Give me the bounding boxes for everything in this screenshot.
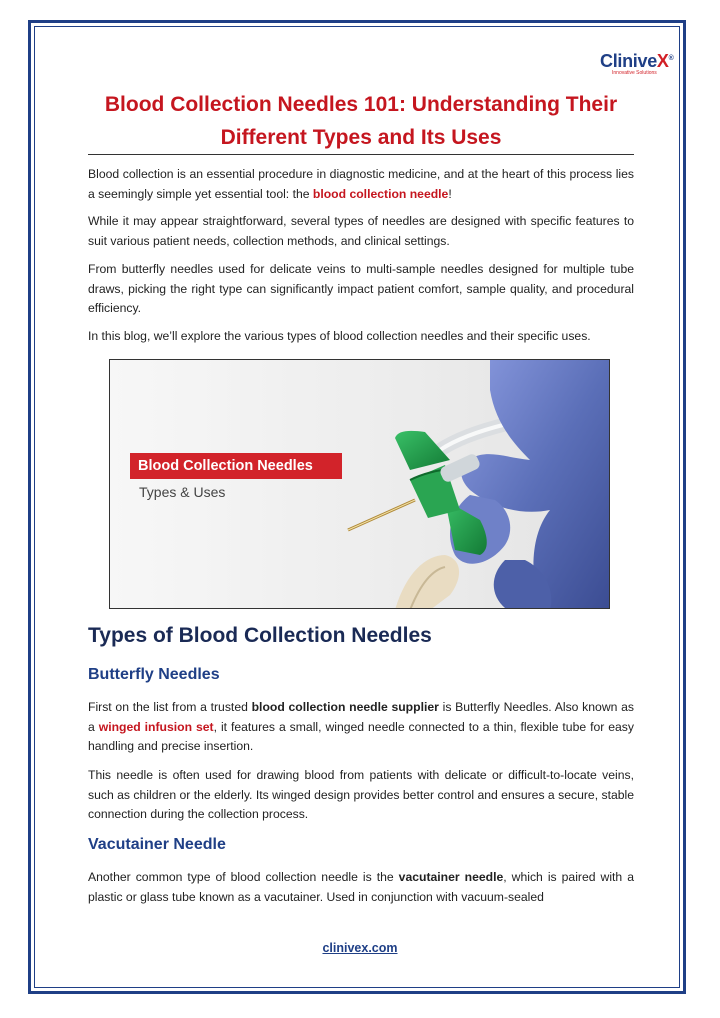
title-divider — [88, 154, 634, 155]
hero-badge: Blood Collection Needles — [130, 453, 342, 479]
hero-image — [109, 359, 610, 609]
butterfly-paragraph-2: This needle is often used for drawing blood from patients with delicate or difficult-to-locate veins, such as children or the elderly. Its winged design provides better control and ensures a secure, stable connection during the collection process. — [88, 768, 634, 821]
hero-subtitle: Types & Uses — [139, 484, 226, 500]
intro-paragraph-4: In this blog, we’ll explore the various types of blood collection needles and their specific uses. — [88, 329, 591, 343]
butterfly-paragraph-1: First on the list from a trusted blood collection needle supplier is Butterfly Needles. Also known as a winged infusion set, it features a small, winged needle connected to a thin, flexible tube for easy handling and precise insertion. — [88, 700, 634, 753]
vacutainer-paragraph-1: Another common type of blood collection needle is the vacutainer needle, which is paired with a plastic or glass tube known as a vacutainer. Used in conjunction with vacuum-sealed — [88, 870, 634, 904]
logo-wordmark: CliniveX® — [600, 51, 674, 71]
intro-paragraph-2: While it may appear straightforward, several types of needles are designed with specific features to suit various patient needs, collection methods, and clinical settings. — [88, 214, 634, 248]
winged-infusion-set-link[interactable]: winged infusion set — [98, 719, 214, 734]
section-heading-types: Types of Blood Collection Needles — [88, 624, 432, 647]
intro-paragraph-3: From butterfly needles used for delicate veins to multi-sample needles designed for multiple tube draws, picking the right type can significantly impact patient comfort, sample quality, and procedural efficiency. — [88, 262, 634, 315]
subheading-butterfly-needles: Butterfly Needles — [88, 666, 220, 683]
footer-website-link[interactable]: clinivex.com — [322, 941, 398, 955]
intro-paragraph-1: Blood collection is an essential procedure in diagnostic medicine, and at the heart of this process lies a seemingly simple yet essential tool: the blood collection needle! — [88, 167, 634, 201]
logo-tagline: Innovative Solutions — [612, 70, 657, 76]
subheading-vacutainer-needle: Vacutainer Needle — [88, 836, 226, 853]
clinivex-logo — [600, 50, 680, 80]
document-title: Blood Collection Needles 101: Understanding Their Different Types and Its Uses — [104, 93, 618, 149]
blood-collection-needle-link[interactable]: blood collection needle — [312, 186, 449, 201]
